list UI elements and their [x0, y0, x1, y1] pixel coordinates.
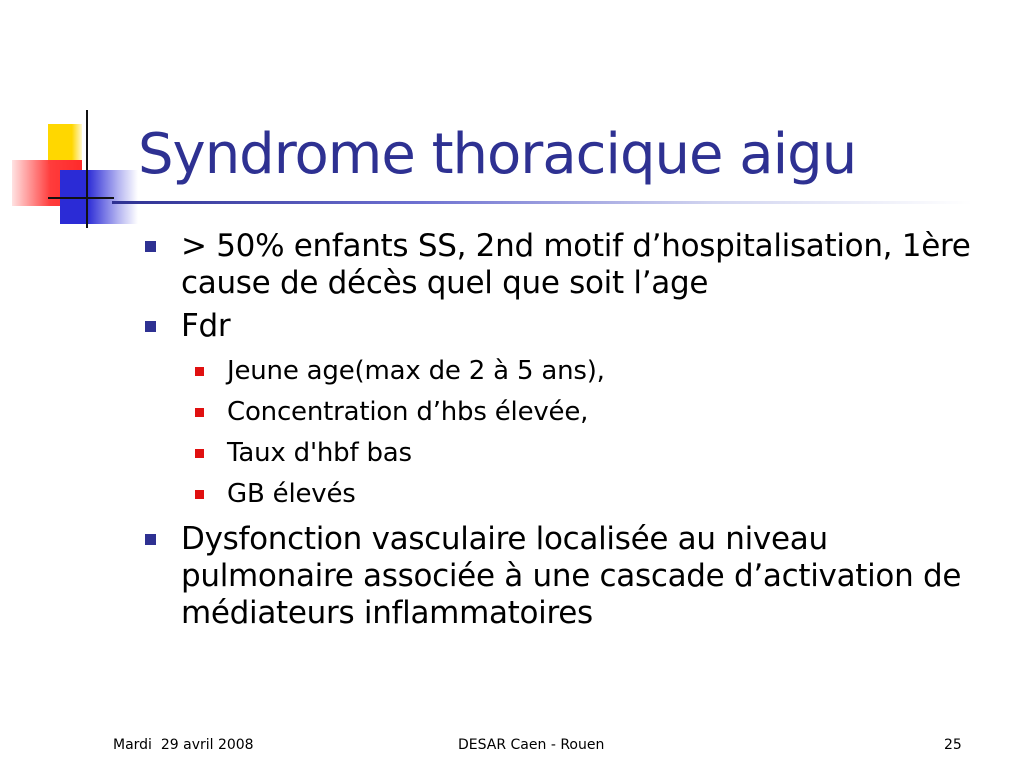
bullet-text: > 50% enfants SS, 2nd motif d’hospitalisation, 1ère cause de décès quel que soit l’age	[181, 228, 971, 301]
bullet-square-icon	[145, 534, 156, 545]
bullet-item	[145, 521, 975, 632]
slide-logo-decoration	[0, 0, 140, 240]
footer-page-number: 25	[944, 737, 962, 753]
sub-bullet-text: GB élevés	[227, 479, 356, 509]
slide-title: Syndrome thoracique aigu	[138, 122, 857, 187]
logo-vertical-line	[86, 110, 88, 228]
logo-yellow-square	[48, 124, 82, 164]
footer-date: Mardi 29 avril 2008	[113, 737, 254, 753]
bullet-text: Fdr	[181, 308, 231, 344]
sub-bullet-list	[191, 351, 975, 515]
bullet-item	[145, 308, 975, 345]
title-underline	[112, 201, 972, 204]
bullet-text: Dysfonction vasculaire localisée au niveau pulmonaire associée à une cascade d’activation de médiateurs inflammatoires	[181, 521, 962, 631]
sub-bullet-item	[191, 392, 975, 433]
sub-bullet-square-icon	[195, 367, 204, 376]
bullet-square-icon	[145, 241, 156, 252]
sub-bullet-text: Jeune age(max de 2 à 5 ans),	[227, 356, 605, 386]
sub-bullet-text: Taux d'hbf bas	[227, 438, 412, 468]
sub-bullet-item	[191, 433, 975, 474]
logo-horizontal-line	[48, 197, 114, 199]
sub-bullet-square-icon	[195, 408, 204, 417]
footer-center-text: DESAR Caen - Rouen	[458, 737, 605, 753]
sub-bullet-text: Concentration d’hbs élevée,	[227, 397, 589, 427]
bullet-square-icon	[145, 321, 156, 332]
bullet-item	[145, 228, 975, 302]
slide-content	[145, 228, 975, 638]
sub-bullet-item	[191, 474, 975, 515]
sub-bullet-item	[191, 351, 975, 392]
sub-bullet-square-icon	[195, 449, 204, 458]
sub-bullet-square-icon	[195, 490, 204, 499]
